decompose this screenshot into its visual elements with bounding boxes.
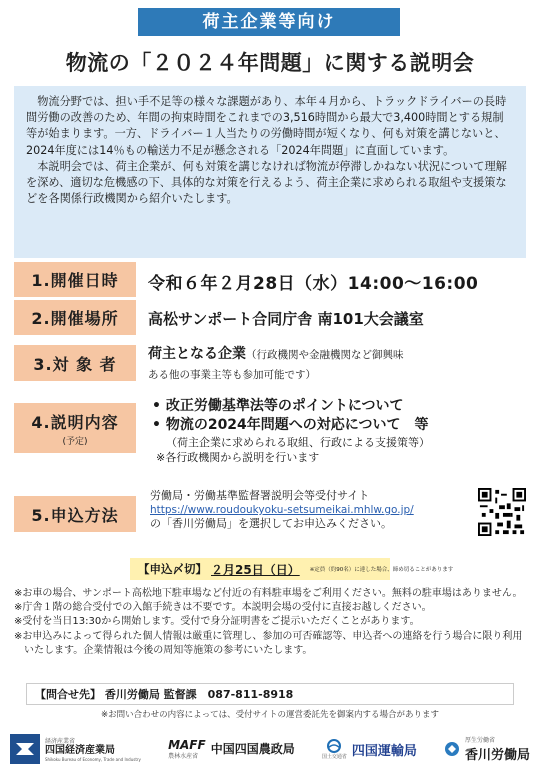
section-label-date: 1.開催日時 xyxy=(14,262,136,297)
note-registration: ※受付を当日13:30から開始します。受付で身分証明書をご提示いただくことがあります。 xyxy=(14,616,420,628)
intro-box xyxy=(14,86,526,258)
meti-english: Shikoku Bureau of Economy, Trade and Industry xyxy=(45,757,141,762)
audience-note-1: （行政機関や金融機関など御興味 xyxy=(246,349,404,361)
deadline-label: 【申込〆切】 xyxy=(138,562,207,576)
meti-name: 四国経済産業局 xyxy=(45,745,115,756)
maff-name: 中国四国農政局 xyxy=(210,742,295,756)
content-item-2-sub: （荷主企業に求められる取組、行政による支援策等） xyxy=(166,436,430,449)
audience-banner: 荷主企業等向け xyxy=(138,8,400,36)
maff-mark: MAFF xyxy=(168,737,206,752)
audience-text xyxy=(148,344,526,384)
event-venue: 高松サンポート合同庁舎 南101大会議室 xyxy=(148,310,424,328)
maff-small: 農林水産省 xyxy=(168,752,199,760)
content-item-1: • 改正労働基準法等のポイントについて xyxy=(152,398,404,414)
content-note: ※各行政機関から説明を行います xyxy=(156,451,320,464)
section-label-audience: 3.対 象 者 xyxy=(14,345,136,381)
audience-main: 荷主となる企業 xyxy=(148,346,246,362)
contact-note: ※お問い合わせの内容によっては、受付サイトの運営委託先を御案内する場合があります xyxy=(100,710,440,720)
section-label-content-sub: (予定) xyxy=(62,436,88,447)
note-reception: ※庁舎１階の総合受付での入館手続きは不要です。本説明会場の受付に直接お越しください。 xyxy=(14,602,432,614)
meti-top-text: 経済産業省 xyxy=(45,738,76,745)
transport-name: 四国運輸局 xyxy=(351,743,417,759)
notes-list xyxy=(14,587,526,658)
section-label-apply: 5.申込方法 xyxy=(14,496,136,532)
qr-code-icon[interactable] xyxy=(478,488,526,536)
section-venue xyxy=(14,300,526,335)
deadline-date: ２月25日（日） xyxy=(211,562,300,577)
contact-box: 【問合せ先】 香川労働局 監督課 087-811-8918 xyxy=(26,683,514,705)
section-label-venue: 2.開催場所 xyxy=(14,300,136,335)
section-content xyxy=(14,397,526,463)
apply-text xyxy=(150,488,468,532)
page-title: 物流の「２０２４年問題」に関する説明会 xyxy=(65,51,475,75)
mhlw-logo-icon xyxy=(444,741,460,757)
deadline-note: ※定員（約90名）に達した場合、締め切ることがあります xyxy=(309,567,454,573)
apply-site-name: 労働局・労働基準監督署説明会等受付サイト xyxy=(150,489,370,502)
meti-logo-icon xyxy=(10,734,40,764)
intro-paragraph-2: 本説明会では、荷主企業が、何も対策を講じなければ物流が停滞しかねない状況について理解を深め、適切な危機感の下、具体的な対策を行えるよう、荷主企業に求められる取組や支援策などを各関係行政機関から紹介いたします。 xyxy=(26,159,507,206)
section-label-content-text: 4.説明内容 xyxy=(31,412,119,432)
labor-name: 香川労働局 xyxy=(464,748,530,763)
apply-url-link[interactable]: https://www.roudoukyoku-setsumeikai.mhlw.go.jp/ xyxy=(150,504,414,516)
logos-footer xyxy=(10,728,530,770)
note-privacy: ※お申込みによって得られた個人情報は厳重に管理し、参加の可否確認等、申込者への連絡を行う場合に限り利用いたします。企業情報は今後の周知等施策の参考にいたします。 xyxy=(14,630,523,656)
mlit-logo-icon xyxy=(325,739,343,753)
labor-top-text: 厚生労働省 xyxy=(464,737,495,744)
section-date xyxy=(14,262,526,297)
content-list xyxy=(152,397,526,465)
section-label-content xyxy=(14,403,136,453)
event-datetime: 令和６年２月28日（水）14:00～16:00 xyxy=(148,274,479,294)
apply-instruction: の「香川労働局」を選択してお申込みください。 xyxy=(150,517,392,530)
logo-labor xyxy=(444,735,530,763)
logo-maff xyxy=(168,739,295,760)
intro-paragraph-1: 物流分野では、担い手不足等の様々な課題があり、本年４月から、トラックドライバーの長時間労働の改善のため、年間の拘束時間をこれまでの3,516時間から最大で3,400時間とする規制等が始まります。一方、ドライバー１人当たりの労働時間が短くなり、何も対策を講じないと、2024年度には14％もの輸送力不足が懸念される「2024年問題」に直面しています。 xyxy=(26,95,507,157)
audience-note-2: ある他の事業主等も参加可能です） xyxy=(148,369,316,381)
content-item-2: • 物流の2024年問題への対応について 等 xyxy=(152,417,429,433)
section-audience xyxy=(14,345,526,381)
deadline-banner xyxy=(130,558,454,580)
section-apply xyxy=(14,488,526,540)
logo-transport xyxy=(322,739,417,760)
mlit-small: 国土交通省 xyxy=(321,753,347,760)
logo-meti xyxy=(10,734,141,764)
note-parking: ※お車の場合、サンポート高松地下駐車場など付近の有料駐車場をご利用ください。無料の駐車場はありません。 xyxy=(14,588,523,599)
